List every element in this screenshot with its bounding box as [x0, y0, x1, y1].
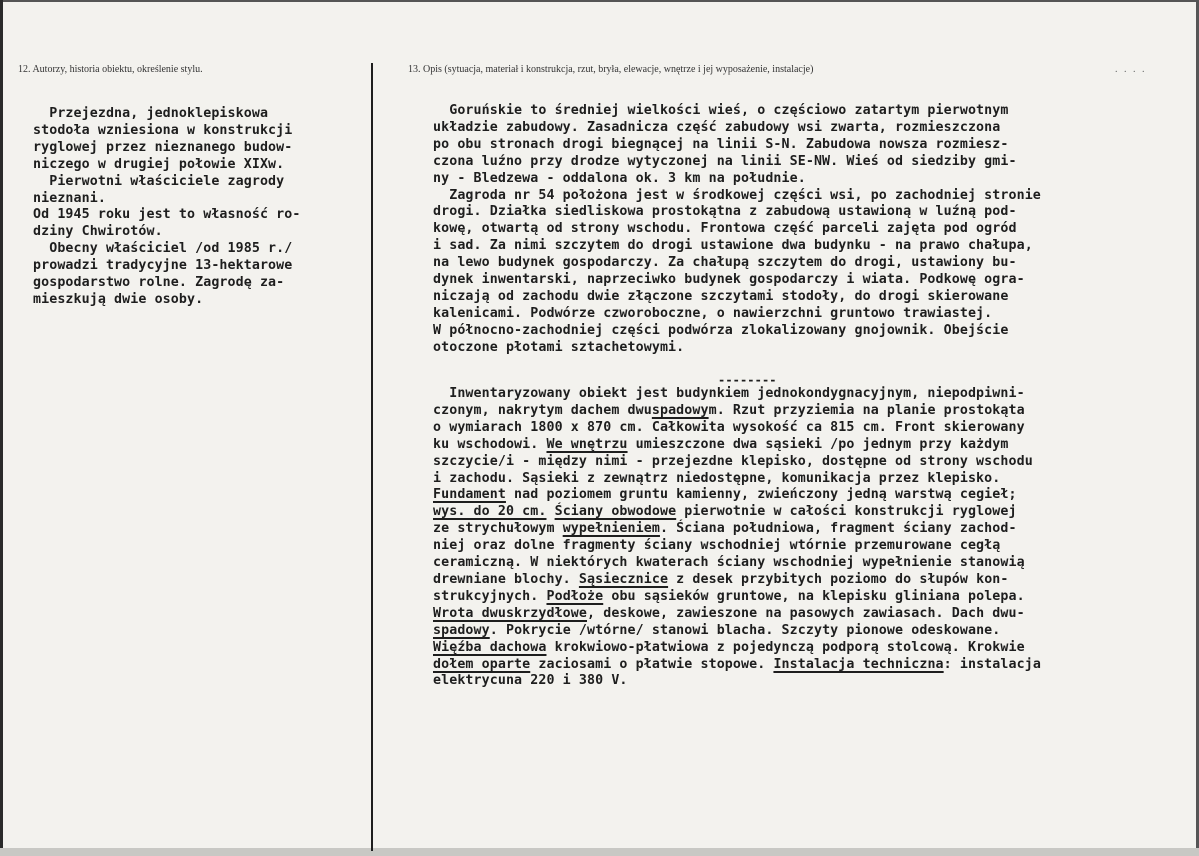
text-line: strukcyjnych. Podłoże obu sąsieków gruntowe, na klepisku gliniana polepa. — [433, 588, 1025, 604]
text-line: drewniane blochy. Sąsiecznice z desek przybitych poziomo do słupów kon- — [433, 571, 1009, 587]
text-line: Obecny właściciel /od 1985 r./ — [33, 241, 293, 257]
section-12-header: 12. Autorzy, historia obiektu, określenie stylu. — [18, 64, 203, 75]
text-line: Zagroda nr 54 położona jest w środkowej części wsi, po zachodniej stronie — [433, 187, 1041, 203]
text-line: gospodarstwo rolne. Zagrodę za- — [33, 275, 285, 291]
text-line: niej oraz dolne fragmenty ściany wschodniej wtórnie przemurowane cegłą — [433, 538, 1001, 554]
situation-description — [433, 103, 1041, 357]
text-line: Goruńskie to średniej wielkości wieś, o częściowo zatartym pierwotnym — [433, 103, 1009, 118]
text-line: ze strychułowym wypełnieniem. Ściana południowa, fragment ściany zachod- — [433, 521, 1017, 537]
text-line: dynek inwentarski, naprzeciwko budynek gospodarczy i wiata. Podkowę ogra- — [433, 272, 1025, 288]
building-description — [433, 386, 1041, 690]
text-line: układzie zabudowy. Zasadnicza część zabudowy wsi zwarta, rozmieszczona — [433, 119, 1001, 135]
text-line: kalenicami. Podwórze czworoboczne, o nawierzchni gruntowo trawiastej. — [433, 305, 993, 321]
text-line: drogi. Działka siedliskowa prostokątna z zabudową ustawioną w luźną pod- — [433, 204, 1017, 220]
text-line: i sad. Za nimi szczytem do drogi ustawione dwa budynku - na prawo chałupa, — [433, 238, 1033, 254]
text-line: Więźba dachowa krokwiowo-płatwiowa z pojedynczą podporą stolcową. Krokwie — [433, 639, 1025, 655]
text-line: dziny Chwirotów. — [33, 224, 163, 240]
section-13-header: 13. Opis (sytuacja, materiał i konstrukcja, rzut, bryła, elewacje, wnętrze i jej wyposażenie, instalacje) — [408, 64, 814, 75]
text-line: szczycie/i - między nimi - przejezdne klepisko, dostępne od strony wschodu — [433, 453, 1033, 469]
text-line: czonym, nakrytym dachem dwuspadowym. Rzut przyziemia na planie prostokąta — [433, 402, 1025, 418]
text-line: niczają od zachodu dwie złączone szczytami stodoły, do drogi skierowane — [433, 288, 1009, 304]
text-line: ny - Bledzewa - oddalona ok. 3 km na południe. — [433, 170, 806, 186]
text-line: spadowy. Pokrycie /wtórne/ stanowi blacha. Szczyty pionowe odeskowane. — [433, 622, 1001, 638]
text-line: otoczone płotami sztachetowymi. — [433, 339, 685, 355]
text-line: i zachodu. Sąsieki z zewnątrz niedostępne, komunikacja przez klepisko. — [433, 470, 1001, 486]
text-line: elektrycuna 220 i 380 V. — [433, 673, 628, 689]
text-line: ku wschodowi. We wnętrzu umieszczone dwa sąsieki /po jednym przy każdym — [433, 436, 1009, 452]
text-line: mieszkują dwie osoby. — [33, 291, 204, 307]
column-divider — [371, 63, 373, 851]
text-line: Od 1945 roku jest to własność ro- — [33, 207, 301, 223]
text-line: Fundament nad poziomem gruntu kamienny, zwieńczony jedną warstwą cegieł; — [433, 487, 1017, 503]
text-line: na lewo budynek gospodarczy. Za chałupą szczytem do drogi, ustawiony bu- — [433, 255, 1017, 271]
page-left-edge — [0, 0, 3, 856]
text-line: prowadzi tradycyjne 13-hektarowe — [33, 258, 293, 274]
text-line: kowę, otwartą od strony wschodu. Frontowa część parceli zajęta pod ogród — [433, 221, 1017, 237]
text-line: o wymiarach 1800 x 870 cm. Całkowita wysokość ca 815 cm. Front skierowany — [433, 419, 1025, 435]
text-line: Wrota dwuskrzydłowe, deskowe, zawieszone na pasowych zawiasach. Dach dwu- — [433, 605, 1025, 621]
section-separator: -------- — [718, 373, 777, 387]
page-bottom-shadow — [0, 848, 1199, 856]
text-line: wys. do 20 cm. Ściany obwodowe pierwotnie w całości konstrukcji ryglowej — [433, 504, 1017, 520]
authors-history-text — [33, 106, 300, 309]
text-line: nieznani. — [33, 190, 106, 206]
text-line: Pierwotni właściciele zagrody — [33, 173, 285, 189]
text-line: stodoła wzniesiona w konstrukcji — [33, 122, 293, 138]
text-line: dołem oparte zaciosami o płatwie stopowe. Instalacja techniczna: instalacja — [433, 656, 1041, 672]
text-line: W północno-zachodniej części podwórza zlokalizowany gnojownik. Obejście — [433, 322, 1009, 338]
text-line: czona luźno przy drodze wytyczonej na linii SE-NW. Wieś od siedziby gmi- — [433, 153, 1017, 169]
text-line: Przejezdna, jednoklepiskowa — [33, 106, 269, 121]
text-line: po obu stronach drogi biegnącej na linii S-N. Zabudowa nowsza rozmiesz- — [433, 136, 1009, 152]
text-line: ceramiczną. W niektórych kwaterach ściany wschodniej wypełnienie stanowią — [433, 555, 1025, 571]
text-line: ryglowej przez nieznanego budow- — [33, 139, 293, 155]
text-line: niczego w drugiej połowie XIXw. — [33, 156, 285, 172]
text-line: Inwentaryzowany obiekt jest budynkiem jednokondygnacyjnym, niepodpiwni- — [433, 386, 1025, 401]
header-dots: . . . . — [1115, 64, 1147, 75]
